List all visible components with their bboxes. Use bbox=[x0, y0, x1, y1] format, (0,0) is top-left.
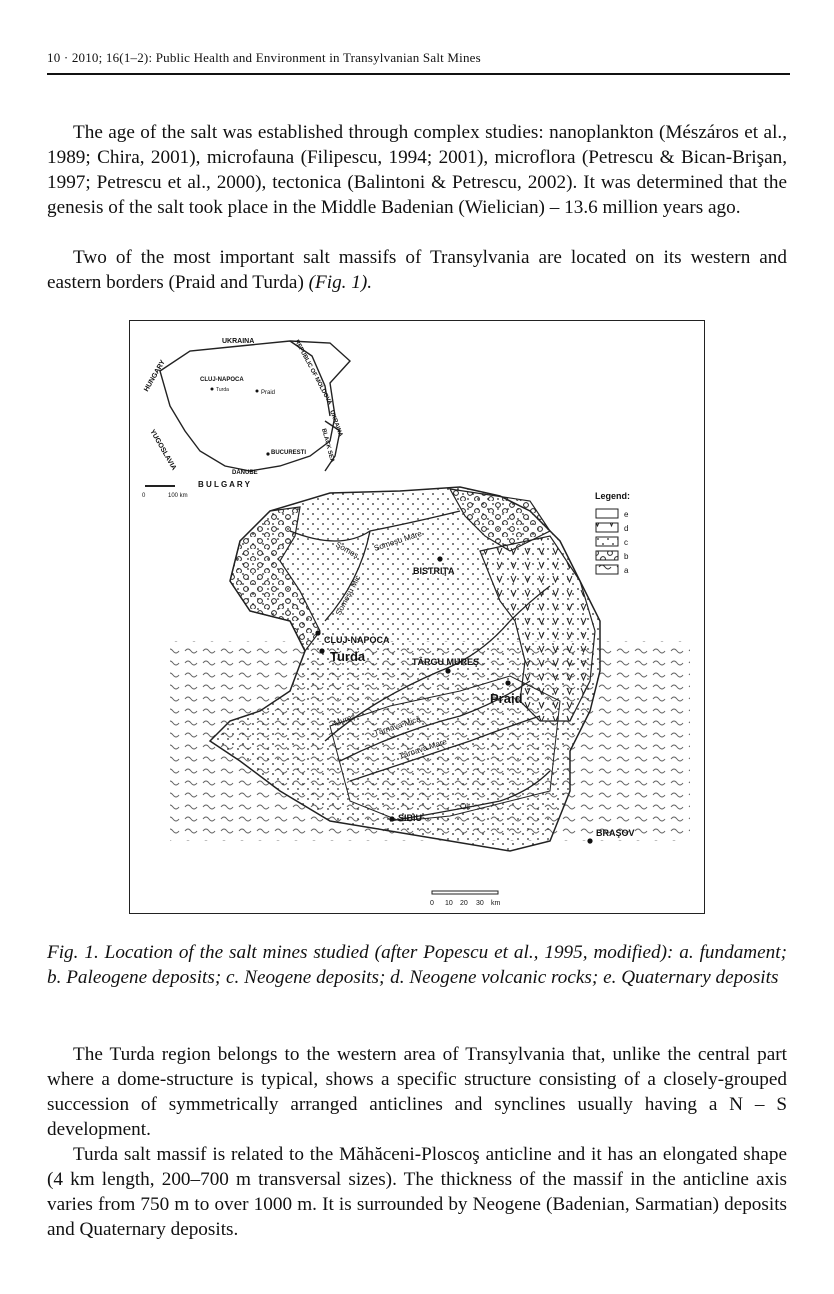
legend-swatch-c bbox=[596, 537, 618, 546]
paragraph-turda-massif: Turda salt massif is related to the Măhăceni-Ploscoş anticline and it has an elongated shape (4 km length, 200–700 m transversal sizes). The thickness of the massif in the anticline axis varies from 750 m to over 1000 m. It is surrounded by Neogene (Badenian, Sarmatian) deposits and Quaternary deposits. bbox=[47, 1144, 787, 1240]
paragraph-salt-age: The age of the salt was established through complex studies: nanoplankton (Mészáros et al., 1989; Chira, 2001), microfauna (Filipescu, 1994; 2001), microflora (Petrescu & Bican-Brişan, 1997; Petrescu et al., 2000), tectonica (Balintoni & Petrescu, 2002). It was determined that the genesis of the salt took place in the Middle Badenian (Wielician) – 13.6 million years ago. bbox=[47, 122, 787, 218]
paragraph-salt-massifs-text: Two of the most important salt massifs of Transylvania are located on its western and eastern borders (Praid and Turda) bbox=[47, 247, 787, 293]
inset-bucuresti-marker bbox=[266, 452, 269, 455]
inset-scale-zero: 0 bbox=[142, 493, 146, 499]
scale-label-20: 20 bbox=[460, 900, 468, 907]
inset-label-danube: DANUBE bbox=[232, 470, 258, 476]
legend-label-d: d bbox=[624, 524, 629, 533]
legend-label-e: e bbox=[624, 510, 629, 519]
legend-label-a: a bbox=[624, 566, 629, 575]
figure-map bbox=[129, 320, 705, 914]
inset-city-praid: Praid bbox=[261, 390, 276, 396]
scale-label-km: km bbox=[491, 900, 501, 907]
map-svg bbox=[130, 321, 703, 912]
city-cluj-napoca: CLUJ-NAPOCA bbox=[324, 635, 390, 645]
targu-mures-marker bbox=[445, 668, 450, 673]
praid-marker bbox=[505, 680, 510, 685]
city-praid: Praid bbox=[490, 691, 523, 706]
inset-label-ukraina-north: UKRAINA bbox=[222, 338, 255, 345]
city-bistrita: BISTRIŢA bbox=[413, 566, 455, 576]
city-targu-mures: TÂRGU MUREŞ bbox=[412, 657, 479, 667]
legend-label-b: b bbox=[624, 552, 629, 561]
paragraph-turda-region: The Turda region belongs to the western area of Transylvania that, unlike the central part where a dome-structure is typical, shows a specific structure consisting of a closely-grouped succession of symmetrically arranged anticlines and synclines usually having a N – S development. bbox=[47, 1044, 787, 1140]
legend-swatch-b bbox=[596, 551, 618, 560]
inset-label-bulgary: B U L G A R Y bbox=[198, 480, 251, 489]
map-scale bbox=[430, 891, 501, 907]
inset-turda-marker bbox=[211, 388, 214, 391]
inset-label-black-sea: BLACK SEA bbox=[320, 427, 335, 464]
label-river-somesu-mare: Someşu Mare bbox=[372, 528, 423, 553]
legend-label-c: c bbox=[624, 538, 628, 547]
scale-label-30: 30 bbox=[476, 900, 484, 907]
label-river-olt: Olt bbox=[460, 802, 471, 811]
label-river-tarnava-mica: Târnava Mică bbox=[372, 714, 422, 738]
inset-label-moldova: REPUBLIC OF MOLDOVA bbox=[293, 339, 333, 407]
city-sibiu: SIBIU bbox=[398, 813, 423, 823]
label-river-tarnava-mare: Târnava Mare bbox=[397, 736, 448, 761]
inset-scale-label: 100 km bbox=[168, 493, 188, 499]
header-rule bbox=[47, 73, 790, 75]
label-river-mures: Mureş bbox=[332, 711, 357, 728]
legend-title: Legend: bbox=[595, 491, 630, 501]
inset-city-turda: Turda bbox=[216, 387, 229, 393]
legend-swatch-e bbox=[596, 509, 618, 518]
figure-caption: Fig. 1. Location of the salt mines studied (after Popescu et al., 1995, modified): a. fundament; b. Paleogene deposits; c. Neogene deposits; d. Neogene volcanic rocks; e. Quaternary deposits bbox=[47, 942, 787, 988]
scale-label-10: 10 bbox=[445, 900, 453, 907]
city-brasov: BRAŞOV bbox=[596, 828, 635, 838]
inset-label-ukraina-east: UKRAINA bbox=[328, 409, 344, 438]
label-river-somes: Someş bbox=[334, 539, 361, 561]
cluj-marker bbox=[315, 630, 320, 635]
scale-bar bbox=[432, 891, 498, 894]
inset-label-yugoslavia: YUGOSLAVIA bbox=[148, 428, 178, 472]
sibiu-marker bbox=[389, 816, 394, 821]
brasov-marker bbox=[587, 838, 592, 843]
inset-map bbox=[142, 338, 350, 499]
inset-romania-outline bbox=[160, 341, 350, 471]
city-turda: Turda bbox=[330, 649, 366, 664]
inset-moldova-border bbox=[290, 341, 330, 416]
legend bbox=[595, 491, 630, 575]
inset-city-bucuresti: BUCURESTI bbox=[271, 450, 307, 456]
figure-reference: (Fig. 1). bbox=[308, 272, 373, 293]
inset-praid-marker bbox=[256, 390, 259, 393]
running-header: 10 · 2010; 16(1–2): Public Health and Environment in Transylvanian Salt Mines bbox=[47, 50, 481, 65]
legend-swatch-a bbox=[596, 565, 618, 574]
scale-label-0: 0 bbox=[430, 900, 434, 907]
paragraph-salt-massifs bbox=[47, 245, 787, 295]
inset-city-cluj: CLUJ-NAPOCA bbox=[200, 377, 244, 383]
inset-label-hungary: HUNGARY bbox=[143, 359, 167, 393]
turda-marker bbox=[319, 648, 324, 653]
legend-swatch-d bbox=[596, 523, 618, 532]
label-river-somesu-mic: Someşu Mic bbox=[333, 573, 363, 617]
bistrita-marker bbox=[437, 556, 442, 561]
